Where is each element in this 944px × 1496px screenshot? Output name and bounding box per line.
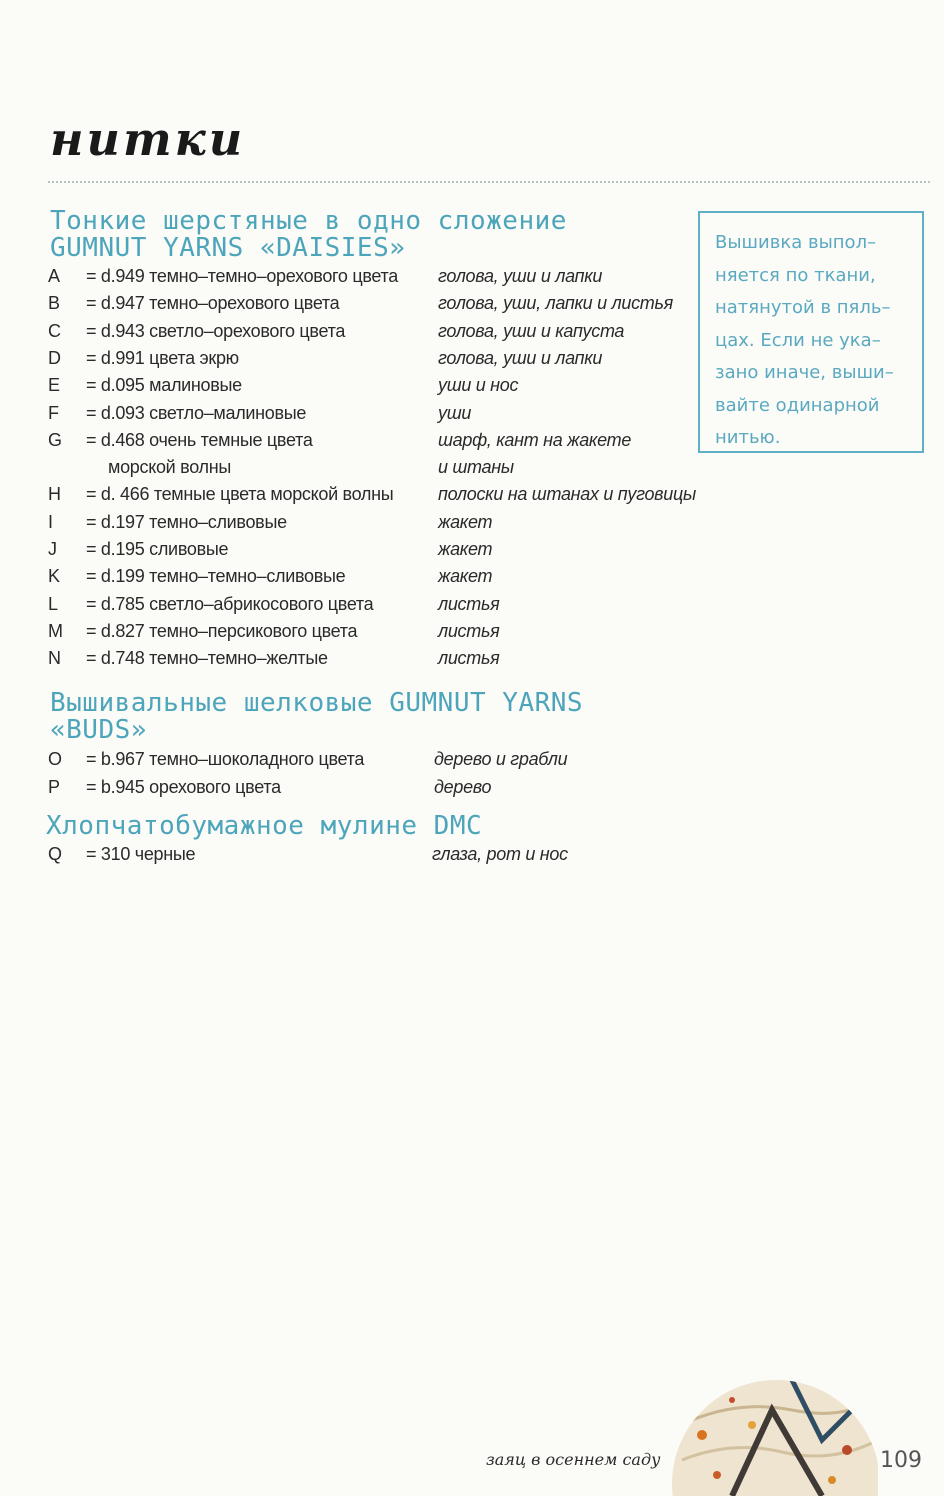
section-title-line: Вышивальные шелковые GUMNUT YARNS	[50, 688, 584, 718]
symbol-letter: Q	[48, 844, 63, 864]
usage-part: голова, уши и капуста	[438, 320, 625, 341]
thread-color-code: = d.827 темно–персикового цвета	[86, 620, 358, 641]
usage-part: голова, уши и лапки	[438, 266, 603, 286]
usage-part: полоски на штанах и пуговицы	[438, 484, 696, 505]
note-line: няется по ткани,	[715, 264, 876, 286]
symbol-letter: C	[48, 320, 61, 341]
thread-color-code: = d.943 светло–орехового цвета	[86, 320, 346, 341]
usage-part: листья	[438, 648, 500, 669]
symbol-letter: K	[48, 566, 61, 587]
usage-part: дерево	[434, 776, 492, 797]
note-line: зано иначе, выши–	[715, 362, 894, 383]
usage-part: жакет	[438, 566, 493, 587]
usage-part: жакет	[438, 511, 493, 532]
usage-part: уши	[438, 402, 472, 423]
title-divider	[48, 181, 930, 183]
symbol-letter: H	[48, 484, 61, 505]
usage-part: шарф, кант на жакете	[438, 429, 632, 450]
page-title: нитки	[50, 112, 246, 166]
symbol-letter: M	[48, 620, 63, 641]
symbol-letter: E	[48, 375, 61, 396]
thread-color-code: = 310 черные	[86, 844, 196, 864]
thread-color-code: = d.468 очень темные цвета	[86, 429, 313, 450]
symbol-letter: L	[48, 593, 59, 614]
section-title-line: Хлопчатобумажное мулине DMC	[46, 811, 483, 841]
thread-color-code: = d.195 сливовые	[86, 539, 229, 559]
page-number: 109	[880, 1448, 922, 1473]
usage-part: и штаны	[438, 457, 514, 478]
thread-color-code: = b.967 темно–шоколадного цвета	[86, 749, 365, 769]
symbol-letter: P	[48, 776, 61, 797]
usage-part: уши и нос	[438, 375, 519, 396]
section-title-daisies	[50, 208, 567, 262]
usage-part: глаза, рот и нос	[432, 844, 568, 864]
symbol-letter: F	[48, 402, 59, 423]
usage-part: листья	[438, 620, 500, 641]
section-title-line: Тонкие шерстяные в одно сложение	[50, 206, 567, 236]
note-line: нитью.	[715, 427, 781, 448]
footer-caption: заяц в осеннем саду	[486, 1450, 661, 1469]
symbol-letter: N	[48, 648, 61, 669]
thread-color-code: = d.785 светло–абрикосового цвета	[86, 593, 374, 614]
note-line: цах. Если не ука–	[715, 329, 881, 351]
note-line: натянутой в пяль–	[715, 297, 891, 318]
section-title-dmc	[46, 813, 482, 840]
thread-color-code: = d.947 темно–орехового цвета	[86, 293, 340, 314]
thread-color-code: = d.197 темно–сливовые	[86, 511, 287, 532]
thread-color-code: = d.093 светло–малиновые	[86, 402, 307, 423]
symbol-letter: J	[48, 539, 57, 559]
thread-color-code: = d.095 малиновые	[86, 375, 242, 396]
note-line: вайте одинарной	[715, 394, 880, 416]
section-title-line: GUMNUT YARNS «DAISIES»	[50, 233, 406, 263]
instruction-note-box	[698, 211, 924, 453]
section-title-buds	[50, 690, 583, 744]
thread-color-code: морской волны	[108, 457, 231, 478]
thread-color-code: = d. 466 темные цвета морской волны	[86, 484, 394, 505]
symbol-letter: O	[48, 749, 63, 769]
section-title-line: «BUDS»	[50, 715, 147, 745]
thread-color-code: = d.748 темно–темно–желтые	[86, 648, 328, 669]
symbol-letter: A	[48, 266, 61, 286]
usage-part: жакет	[438, 539, 493, 559]
symbol-letter: D	[48, 347, 61, 368]
symbol-letter: B	[48, 293, 61, 314]
thread-color-code: = d.991 цвета экрю	[86, 347, 239, 368]
usage-part: дерево и грабли	[434, 749, 568, 769]
thread-color-code: = d.199 темно–темно–сливовые	[86, 566, 346, 587]
thread-color-code: = d.949 темно–темно–орехового цвета	[86, 266, 398, 286]
symbol-letter: I	[48, 511, 54, 532]
embroidery-photo-thumbnail	[672, 1380, 878, 1496]
usage-part: голова, уши и лапки	[438, 347, 603, 368]
usage-part: листья	[438, 593, 500, 614]
note-line: Вышивка выпол–	[715, 232, 877, 253]
usage-part: голова, уши, лапки и листья	[438, 293, 673, 314]
symbol-letter: G	[48, 429, 63, 450]
thread-color-code: = b.945 орехового цвета	[86, 776, 281, 797]
